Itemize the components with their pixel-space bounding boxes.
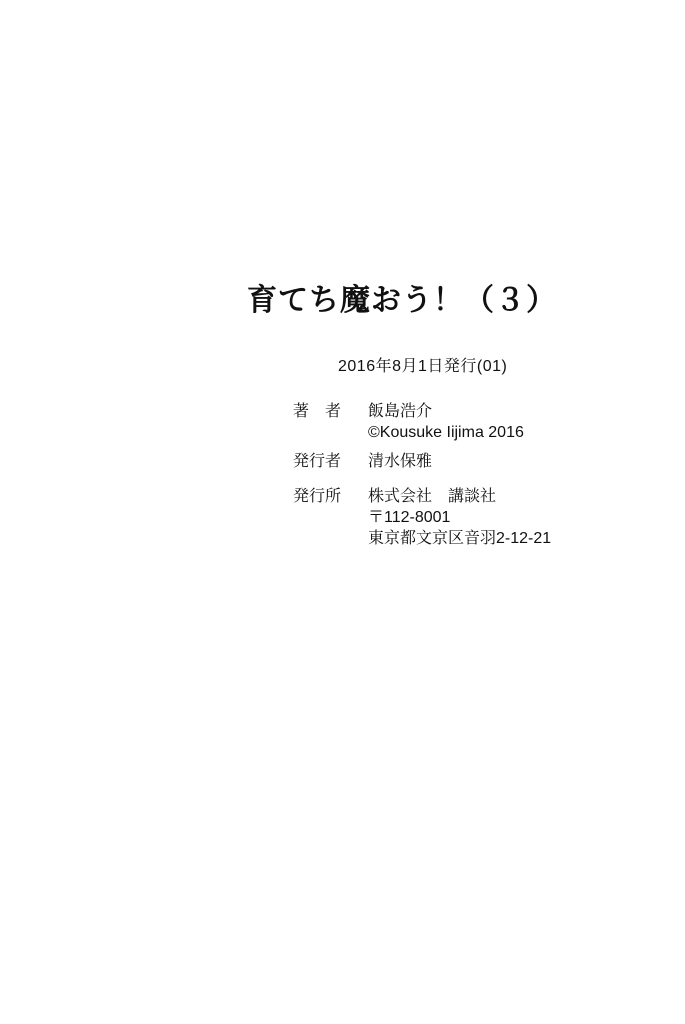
book-title: 育てち魔おう！（３）	[247, 284, 557, 317]
publisher-company-value	[368, 486, 551, 549]
publisher-person-label: 発行者	[293, 453, 342, 470]
publisher-company-label: 発行所	[293, 488, 342, 505]
author-value	[368, 401, 524, 443]
publisher-person-row	[293, 451, 551, 472]
publisher-company-row	[293, 486, 551, 549]
copyright-line: ©Kousuke Iijima 2016	[368, 424, 524, 441]
publisher-company-name: 株式会社 講談社	[368, 488, 497, 505]
author-row	[293, 401, 551, 443]
issue-date-line: 2016年8月1日発行(01)	[338, 358, 508, 375]
publisher-postal-code: 〒112-8001	[368, 509, 451, 526]
colophon-block	[293, 401, 551, 549]
publisher-address: 東京都文京区音羽2-12-21	[368, 530, 552, 547]
author-name: 飯島浩介	[368, 403, 433, 420]
publisher-person-value	[368, 451, 432, 472]
publisher-person-name: 清水保雅	[368, 453, 433, 470]
author-label: 著 者	[293, 403, 342, 420]
